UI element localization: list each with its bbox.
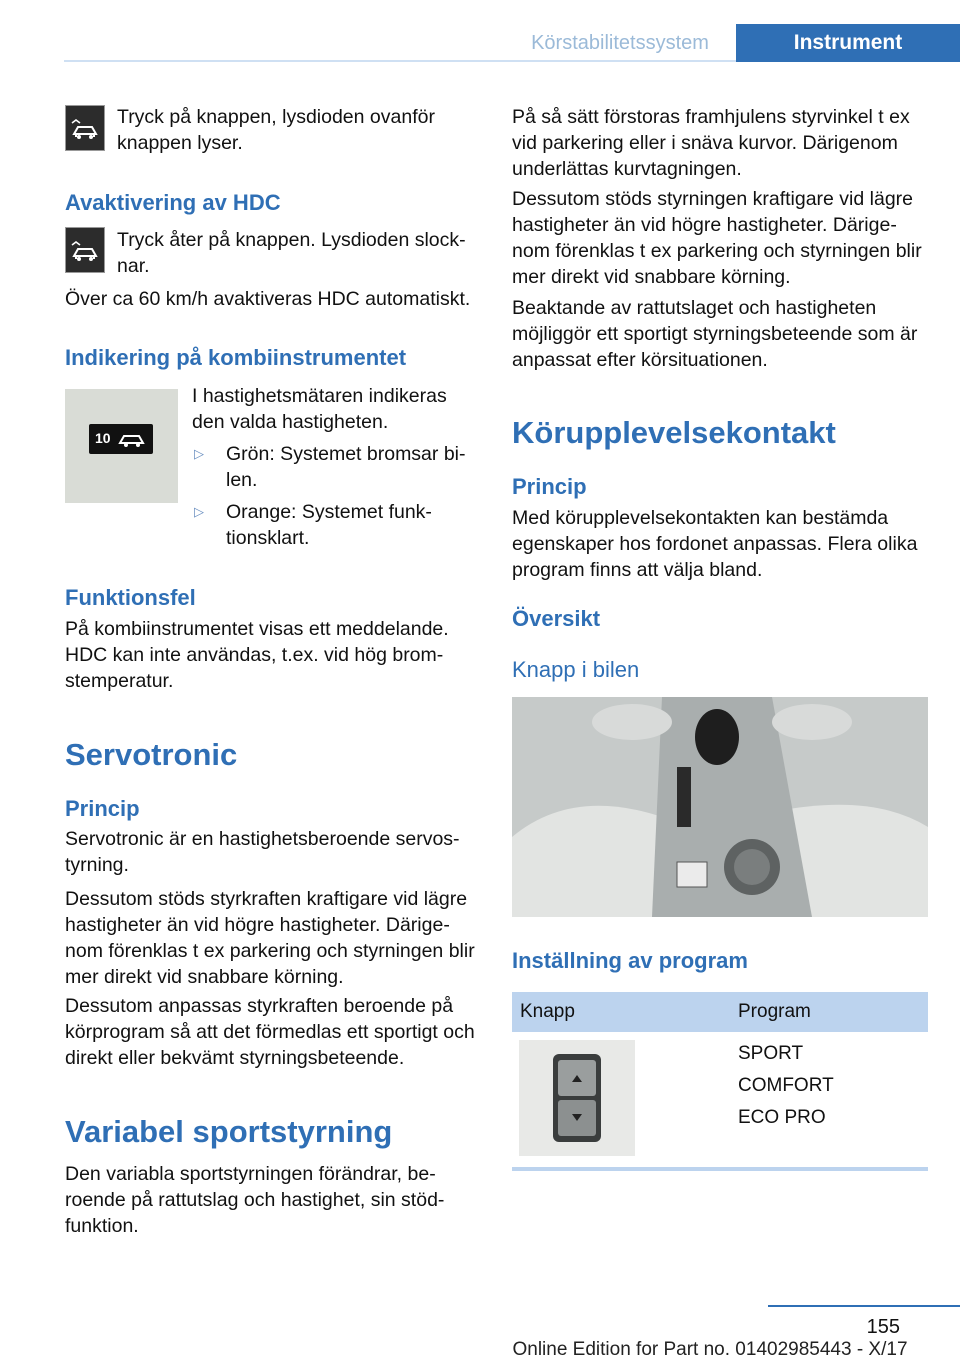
program-table-header	[512, 992, 928, 1032]
right-p1: På så sätt förstoras framhjulens styrvinkel t ex vid parkering eller i snäva kurvor. Därigenom underlättas kurvtagningen.	[512, 106, 910, 180]
left-p9: Den variabla sportstyrningen förändrar, be‐roende på rattutslag och hastighet, sin stöd‐funktion.	[65, 1163, 445, 1237]
footer-edition: Online Edition for Part no. 01402985443 - X/17	[512, 1339, 908, 1360]
heading-princip-right: Princip	[512, 474, 587, 499]
bullet-orange: Orange: Systemet funk‐tionsklart.	[226, 501, 432, 549]
heading-knapp-i-bilen: Knapp i bilen	[512, 657, 640, 682]
col-knapp: Knapp	[520, 1001, 575, 1022]
left-p4: I hastighetsmätaren indikeras den valda hastigheten.	[192, 385, 447, 433]
bullet-triangle-icon: ▷	[194, 504, 204, 519]
right-p3: Beaktande av rattutslaget och hastigheten möjliggör ett sportigt styrningsbeteende som är anpassat efter körsituationen.	[512, 297, 918, 371]
heading-installning-av-program: Inställning av program	[512, 948, 748, 973]
header-section[interactable]: Körstabilitetssystem	[531, 32, 709, 54]
program-comfort: COMFORT	[738, 1075, 834, 1096]
heading-variabel-sportstyrning: Variabel sportstyrning	[65, 1114, 393, 1149]
left-p7: Dessutom stöds styrkraften kraftigare vid lägre hastigheter än vid högre hastigheter. Därige‐nom förenklas t ex parkering och styrningen blir mer direkt vid snabbare körning.	[65, 888, 475, 988]
footer-rule	[768, 1305, 960, 1307]
center-console-photo	[512, 697, 928, 917]
left-p2: Tryck åter på knappen. Lysdioden slock‐nar.	[117, 229, 466, 277]
heading-princip-left: Princip	[65, 796, 140, 821]
heading-funktionsfel: Funktionsfel	[65, 585, 196, 610]
program-eco-pro: ECO PRO	[738, 1107, 826, 1128]
hdc-car-icon	[117, 429, 149, 449]
heading-servotronic: Servotronic	[65, 737, 238, 772]
col-program: Program	[738, 1001, 811, 1022]
display-speed-value: 10	[95, 430, 111, 446]
bullet-gron: Grön: Systemet bromsar bi‐len.	[226, 443, 466, 491]
right-p4: Med körupplevelsekontakten kan bestämda egenskaper hos fordonet anpassas. Flera olika program finns att välja bland.	[512, 507, 918, 581]
heading-avaktivering: Avaktivering av HDC	[65, 190, 281, 215]
left-p6: Servotronic är en hastighetsberoende servos‐tyrning.	[65, 828, 460, 876]
right-p2: Dessutom stöds styrningen kraftigare vid lägre hastigheter än vid högre hastigheter. Därige‐nom förenklas t ex parkering och styrningen blir mer direkt vid snabbare körning.	[512, 188, 922, 288]
hdc-button-icon	[65, 105, 105, 151]
left-p8: Dessutom anpassas styrkraften beroende på körprogram så att det förmedlas ett sportigt och direkt eller bekvämt styrningsbeteende.	[65, 995, 475, 1069]
bullet-triangle-icon: ▷	[194, 446, 204, 461]
heading-oversikt: Översikt	[512, 606, 601, 631]
table-bottom-rule	[512, 1167, 928, 1171]
left-p1: Tryck på knappen, lysdioden ovanför knappen lyser.	[117, 106, 435, 154]
page-number: 155	[866, 1316, 900, 1338]
header-tab-instrument[interactable]: Instrument	[736, 24, 960, 62]
hdc-button-icon-2	[65, 227, 105, 273]
display-indicator	[89, 424, 153, 454]
speedometer-display-image	[65, 389, 178, 503]
heading-korupplevelsekontakt: Körupplevelsekontakt	[512, 415, 836, 450]
program-sport: SPORT	[738, 1043, 804, 1064]
left-p5: På kombiinstrumentet visas ett meddelande. HDC kan inte användas, t.ex. vid hög brom‐stemperatur.	[65, 618, 449, 692]
heading-indikering: Indikering på kombiinstrumentet	[65, 345, 407, 370]
left-p3: Över ca 60 km/h avaktiveras HDC automatiskt.	[65, 288, 471, 310]
driving-experience-switch-image	[519, 1040, 635, 1156]
program-list	[738, 1038, 834, 1134]
